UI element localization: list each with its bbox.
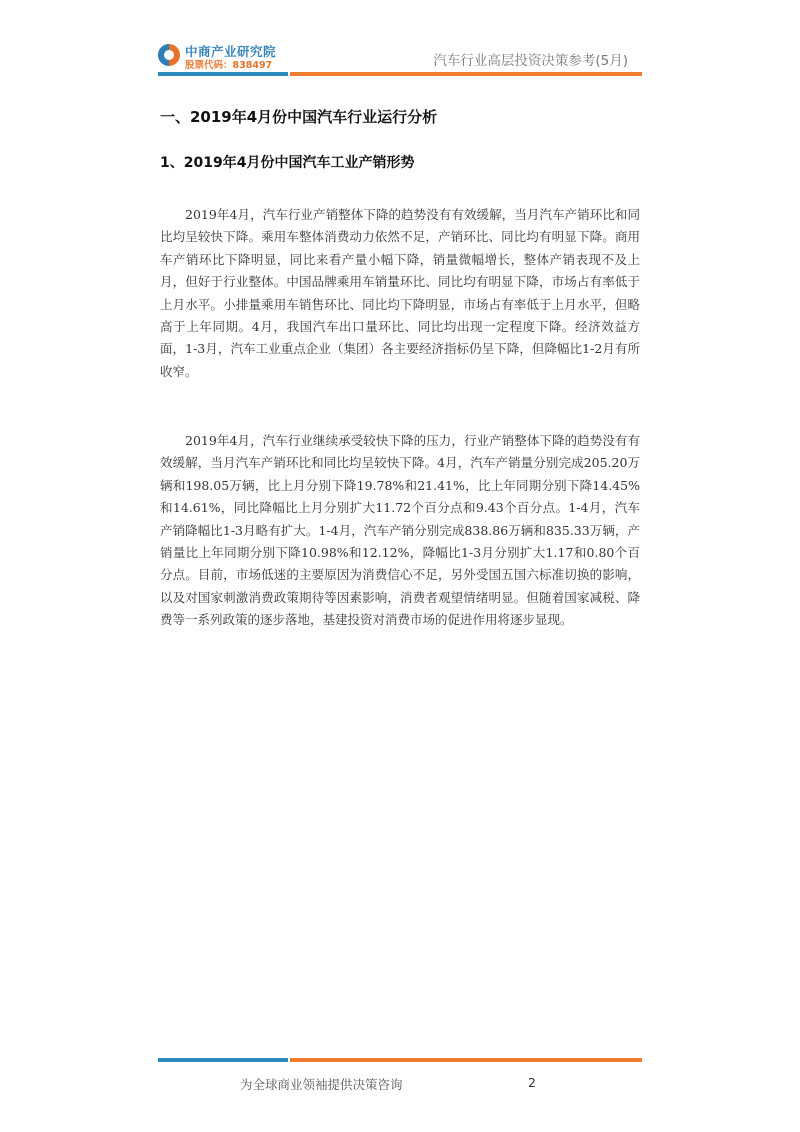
logo-company-name: 中商产业研究院 <box>185 44 277 59</box>
page-number: 2 <box>528 1075 536 1090</box>
page-header <box>0 0 800 80</box>
logo-stock-code: 股票代码：838497 <box>185 60 273 71</box>
header-rule-blue <box>158 72 288 76</box>
footer-rule-orange <box>290 1058 642 1062</box>
document-title: 汽车行业高层投资决策参考(5月) <box>433 53 628 69</box>
paragraph: 2019年4月，汽车行业产销整体下降的趋势没有有效缓解，当月汽车产销环比和同比均呈较快下降。乘用车整体消费动力依然不足，产销环比、同比均有明显下降。商用车产销环比下降明显，同比来看产量小幅下降，销量微幅增长，整体产销表现不及上月，但好于行业整体。中国品牌乘用车销量环比、同比均有明显下降，市场占有率低于上月水平。小排量乘用车销售环比、同比均下降明显，市场占有率低于上月水平，但略高于上年同期。4月，我国汽车出口量环比、同比均出现一定程度下降。经济效益方面，1-3月，汽车工业重点企业（集团）各主要经济指标仍呈下降，但降幅比1-2月有所收窄。 <box>160 207 640 379</box>
subsection-heading: 1、2019年4月份中国汽车工业产销形势 <box>160 155 415 171</box>
footer-slogan: 为全球商业领袖提供决策咨询 <box>240 1077 403 1092</box>
paragraph: 2019年4月，汽车行业继续承受较快下降的压力，行业产销整体下降的趋势没有有效缓解，当月汽车产销环比和同比均呈较快下降。4月，汽车产销量分别完成205.20万辆和198.05万辆，比上月分别下降19.78%和21.41%，比上年同期分别下降14.45%和14.61%，同比降幅比上月分别扩大11.72个百分点和9.43个百分点。1-4月，汽车产销降幅比1-3月略有扩大。1-4月，汽车产销分别完成838.86万辆和835.33万辆，产销量比上年同期分别下降10.98%和12.12%，降幅比1-3月分别扩大1.17和0.80个百分点。目前，市场低迷的主要原因为消费信心不足，另外受国五国六标准切换的影响，以及对国家刺激消费政策期待等因素影响，消费者观望情绪明显。但随着国家减税、降费等一系列政策的逐步落地，基建投资对消费市场的促进作用将逐步显现。 <box>160 433 640 628</box>
company-logo <box>158 42 288 72</box>
logo-mark-icon <box>158 44 180 66</box>
section-heading: 一、2019年4月份中国汽车行业运行分析 <box>160 108 438 126</box>
header-rule-orange <box>290 72 642 76</box>
footer-rule-blue <box>158 1058 288 1062</box>
